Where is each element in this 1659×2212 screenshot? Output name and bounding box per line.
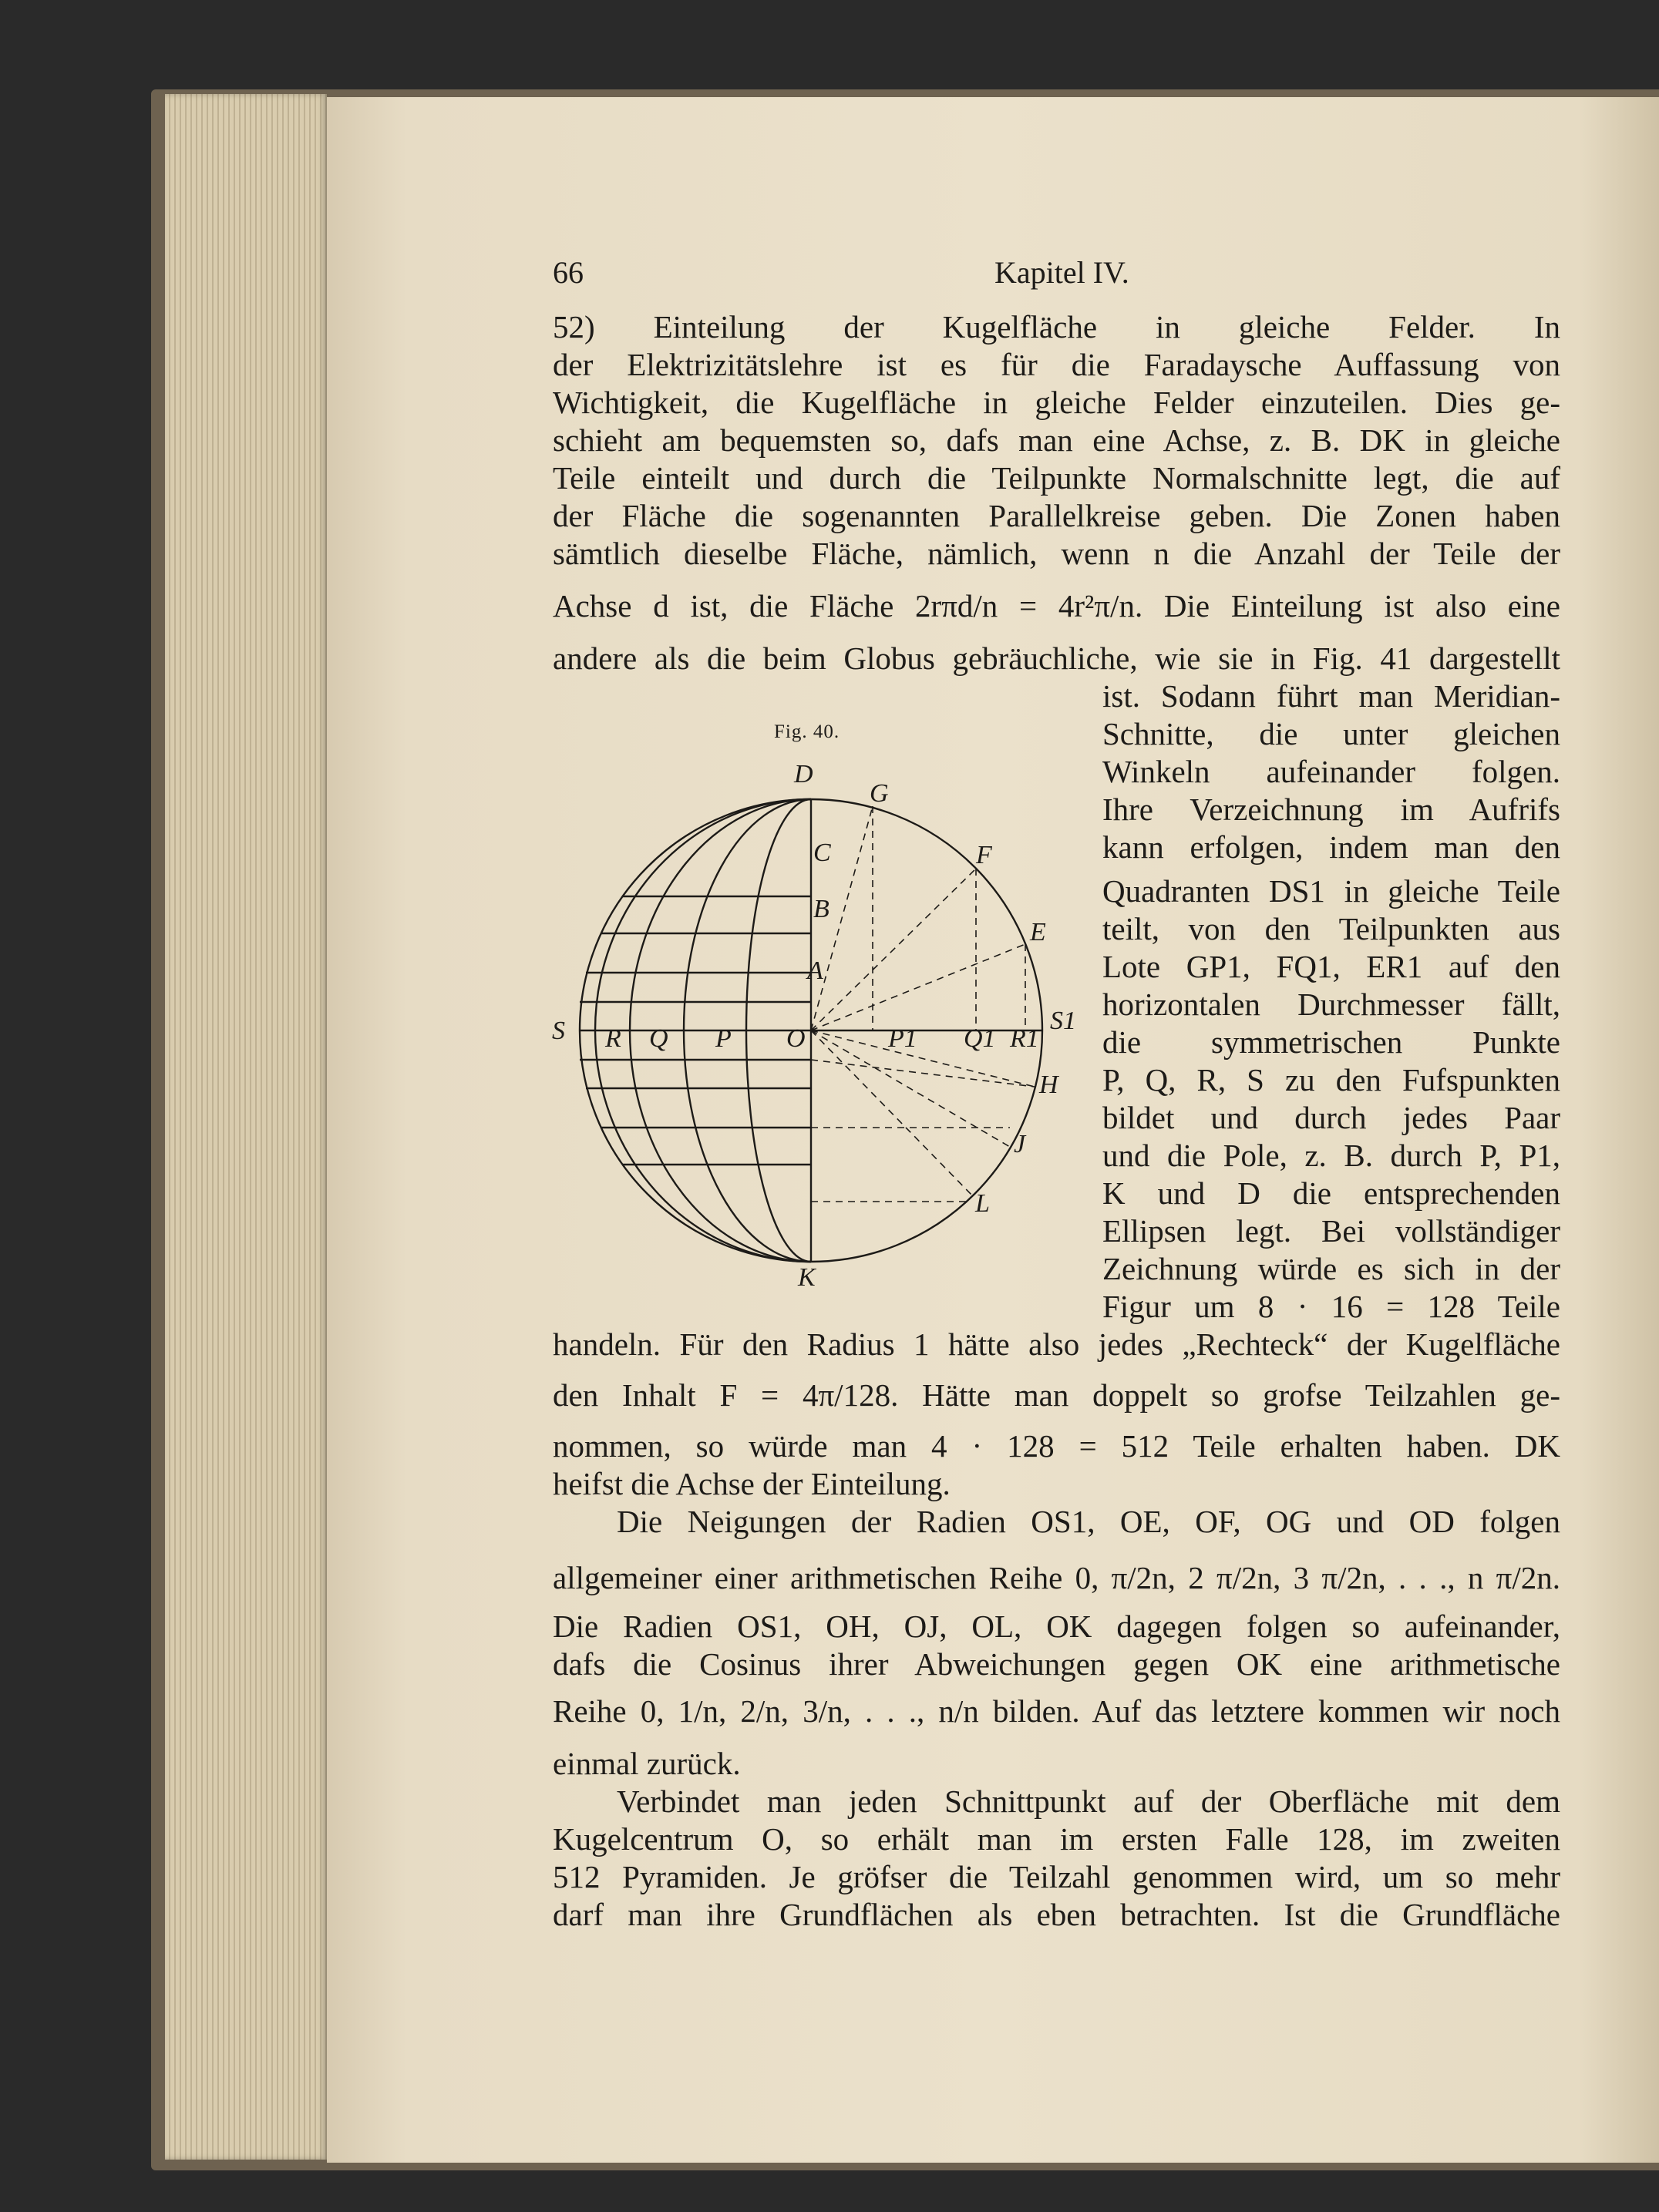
page-edges — [165, 94, 327, 2160]
side-text-line: Ihre Verzeichnung im Aufrifs — [1102, 792, 1560, 827]
figure-caption: Fig. 40. — [774, 721, 840, 742]
radius-ol — [811, 1030, 971, 1195]
side-text-line: Quadranten DS1 in gleiche Teile — [1102, 873, 1560, 909]
side-text-line: horizontalen Durchmesser fällt, — [1102, 987, 1560, 1022]
side-text-line: Zeichnung würde es sich in der — [1102, 1251, 1560, 1286]
label-o: O — [786, 1024, 806, 1053]
label-q: Q — [649, 1024, 668, 1053]
text-line: Achse d ist, die Fläche 2rπd/n = 4r²π/n. Die Einteilung ist also eine — [553, 588, 1560, 624]
side-text-line: bildet und durch jedes Paar — [1102, 1100, 1560, 1135]
text-line: Teile einteilt und durch die Teilpunkte Normalschnitte legt, die auf — [553, 460, 1560, 496]
side-text-line: Lote GP1, FQ1, ER1 auf den — [1102, 949, 1560, 984]
side-text-line: teilt, von den Teilpunkten aus — [1102, 911, 1560, 946]
label-a: A — [807, 956, 823, 985]
text-line: der Fläche die sogenannten Parallelkreise geben. Die Zonen haben — [553, 498, 1560, 533]
label-g: G — [870, 779, 889, 808]
text-line: Kugelcentrum O, so erhält man im ersten Falle 128, im zweiten — [553, 1821, 1560, 1857]
text-line: darf man ihre Grundflächen als eben betrachten. Ist die Grundfläche — [553, 1897, 1560, 1932]
label-r1: R1 — [1010, 1024, 1039, 1053]
text-line: heifst die Achse der Einteilung. — [553, 1466, 951, 1501]
side-text-line: Schnitte, die unter gleichen — [1102, 716, 1560, 751]
label-h: H — [1039, 1071, 1058, 1099]
text-line: schieht am bequemsten so, dafs man eine Achse, z. B. DK in gleiche — [553, 422, 1560, 458]
side-text-line: die symmetrischen Punkte — [1102, 1024, 1560, 1060]
label-s: S — [552, 1017, 565, 1045]
text-line: den Inhalt F = 4π/128. Hätte man doppelt so grofse Teilzahlen ge- — [553, 1377, 1560, 1413]
sphere-division-figure — [540, 755, 1095, 1295]
radius-of — [811, 869, 976, 1030]
side-text-line: Winkeln aufeinander folgen. — [1102, 754, 1560, 789]
page-number: 66 — [553, 255, 584, 290]
label-d: D — [794, 760, 813, 788]
label-f: F — [976, 841, 992, 869]
text-line: dafs die Cosinus ihrer Abweichungen gegen OK eine arithmetische — [553, 1646, 1560, 1682]
text-line: einmal zurück. — [553, 1746, 741, 1781]
side-text-line: ist. Sodann führt man Meridian- — [1102, 678, 1560, 714]
text-line: Die Neigungen der Radien OS1, OE, OF, OG und OD folgen — [617, 1504, 1560, 1539]
text-line: Die Radien OS1, OH, OJ, OL, OK dagegen folgen so aufeinander, — [553, 1609, 1560, 1644]
label-b: B — [813, 895, 830, 923]
label-l: L — [975, 1189, 990, 1218]
running-head: Kapitel IV. — [994, 255, 1129, 290]
text-line: der Elektrizitätslehre ist es für die Faradaysche Auffassung von — [553, 347, 1560, 382]
text-line: handeln. Für den Radius 1 hätte also jedes „Rechteck“ der Kugelfläche — [553, 1326, 1560, 1362]
text-line: nommen, so würde man 4 · 128 = 512 Teile erhalten haben. DK — [553, 1428, 1560, 1464]
radius-oh — [811, 1030, 1035, 1087]
text-line: 512 Pyramiden. Je gröfser die Teilzahl genommen wird, um so mehr — [553, 1859, 1560, 1894]
label-s1: S1 — [1050, 1007, 1076, 1035]
text-line: allgemeiner einer arithmetischen Reihe 0, π/2n, 2 π/2n, 3 π/2n, . . ., n π/2n. — [553, 1560, 1560, 1595]
side-text-line: K und D die entsprechenden — [1102, 1175, 1560, 1211]
label-k: K — [798, 1263, 816, 1292]
dashed-horizontal — [811, 1060, 1035, 1087]
side-text-line: und die Pole, z. B. durch P, P1, — [1102, 1138, 1560, 1173]
side-text-line: Figur um 8 · 16 = 128 Teile — [1102, 1289, 1560, 1324]
label-p1: P1 — [888, 1024, 917, 1053]
side-text-line: Ellipsen legt. Bei vollständiger — [1102, 1213, 1560, 1249]
text-line: Verbindet man jeden Schnittpunkt auf der Oberfläche mit dem — [617, 1783, 1560, 1819]
label-p: P — [715, 1024, 732, 1053]
text-line: 52) Einteilung der Kugelfläche in gleiche Felder. In — [553, 309, 1560, 345]
label-e: E — [1030, 918, 1046, 946]
label-c: C — [813, 839, 831, 867]
label-j: J — [1014, 1130, 1026, 1158]
side-text-line: P, Q, R, S zu den Fufspunkten — [1102, 1062, 1560, 1098]
label-r: R — [605, 1024, 621, 1053]
label-q1: Q1 — [964, 1024, 996, 1053]
side-text-line: kann erfolgen, indem man den — [1102, 829, 1560, 865]
text-line: Wichtigkeit, die Kugelfläche in gleiche Felder einzuteilen. Dies ge- — [553, 385, 1560, 420]
text-line: sämtlich dieselbe Fläche, nämlich, wenn n die Anzahl der Teile der — [553, 536, 1560, 571]
radius-oe — [811, 944, 1025, 1030]
text-line: andere als die beim Globus gebräuchliche, wie sie in Fig. 41 dargestellt — [553, 640, 1560, 676]
text-line: Reihe 0, 1/n, 2/n, 3/n, . . ., n/n bilden. Auf das letztere kommen wir noch — [553, 1693, 1560, 1729]
